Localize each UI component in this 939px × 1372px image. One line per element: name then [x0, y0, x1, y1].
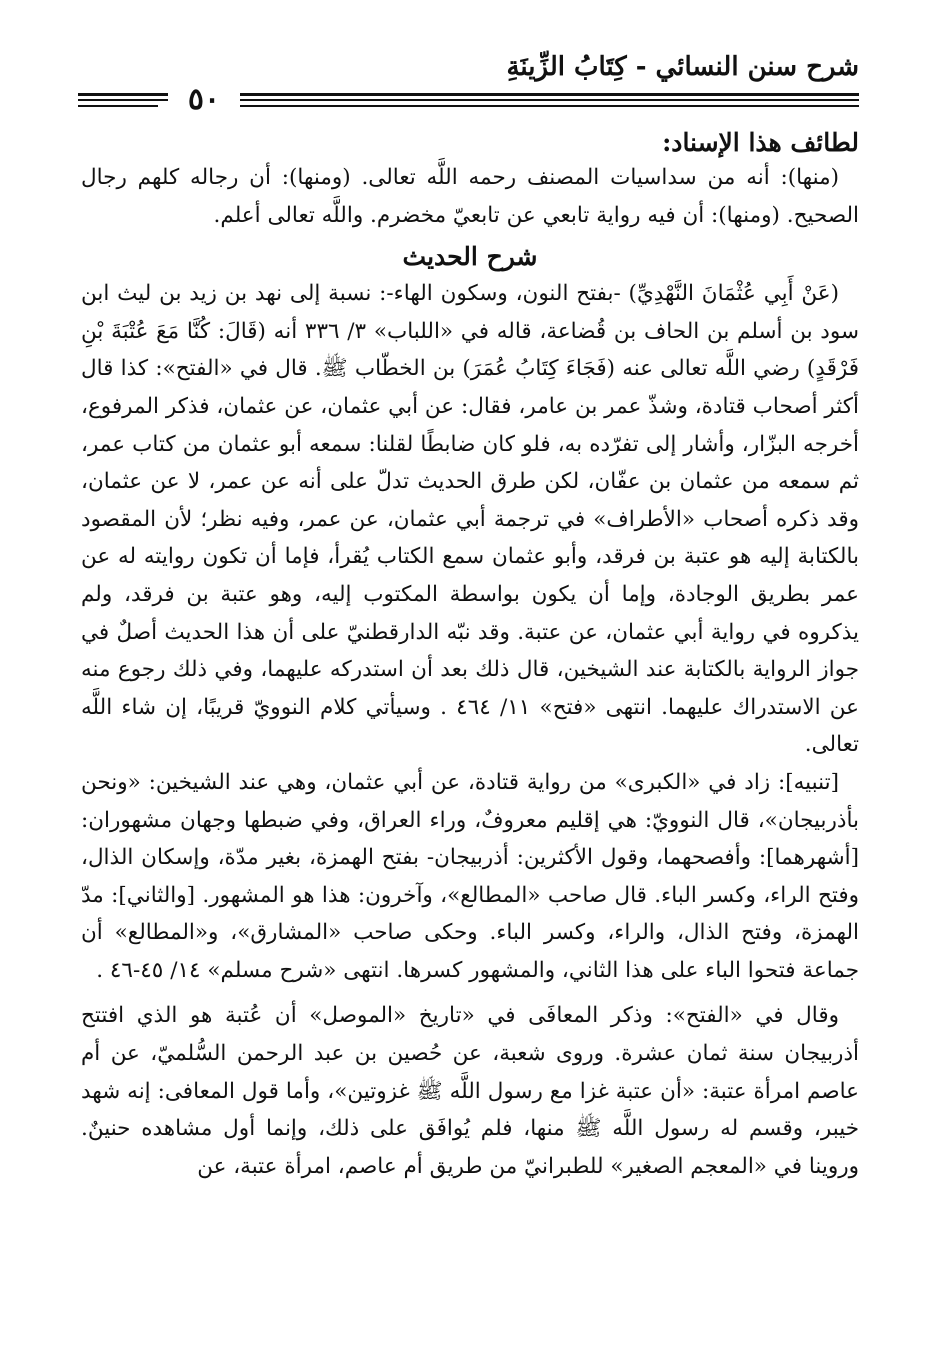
- paragraph-tanbih: [تنبيه]: زاد في «الكبرى» من رواية قتادة، عن أبي عثمان، وهي عند الشيخين: «ونحن بأذربيجان»، قال النوويّ: هي إقليم معروفٌ، وراء العراق، وفي ضبطها وجهان مشهوران: [أشهرهما]: وأفصحهما، وقول الأكثرين: أذربيجان- بفتح الهمزة، بغير مدّة، وإسكان الذال، وفتح الراء، وكسر الباء. قال صاحب «المطالع»، وآخرون: هذا هو المشهور. [والثاني]: مدّ الهمزة، وفتح الذال، والراء، وكسر الباء. وحكى صاحب «المشارق»، و«المطالع» أن جماعة فتحوا الباء على هذا الثاني، والمشهور كسرها. انتهى «شرح مسلم» ١٤/ ٤٥-٤٦ .: [81, 769, 859, 983]
- heading-sharh: شرح الحديث: [402, 242, 538, 272]
- header-rule-right-segment: [184, 105, 859, 107]
- header-rule-left-segment: [78, 105, 158, 107]
- heading-lataif: لطائف هذا الإسناد:: [662, 128, 859, 157]
- page-number: ٥٠: [168, 82, 240, 117]
- paragraph-lataif: (منها): أنه من سداسيات المصنف رحمه اللَّه تعالى. (ومنها): أن رجاله كلهم رجال الصحيح. (ومنها): أن فيه رواية تابعي عن تابعيّ مخضرم. واللَّه تعالى أعلم.: [81, 165, 859, 228]
- main-text: [81, 118, 859, 1185]
- paragraph-sharh-1: (عَنْ أَبِي عُثْمَانَ النَّهْدِيِّ) -بفتح النون، وسكون الهاء-: نسبة إلى نهد بن زيد بن ليث ابن سود بن أسلم بن الحاف بن قُضاعة، قاله في «اللباب» ٣/ ٣٣٦ أنه (قَالَ: كُنَّا مَعَ عُتْبَةَ بْنِ فَرْقَدٍ) رضي اللَّه تعالى عنه (فَجَاءَ كِتَابُ عُمَرَ) بن الخطّاب ﷺ. قال في «الفتح»: كذا قال أكثر أصحاب قتادة، وشذّ عمر بن عامر، فقال: عن أبي عثمان، عن عثمان، فذكر المرفوع، أخرجه البزّار، وأشار إلى تفرّده به، فلو كان ضابطًا لقلنا: سمعه أبو عثمان من كتاب عمر، ثم سمعه من عثمان بن عفّان، لكن طرق الحديث تدلّ على أنه عن عمر، لا عن عثمان، وقد ذكره أصحاب «الأطراف» في ترجمة أبي عثمان، عن عمر، وفيه نظر؛ لأن المقصود بالكتابة إليه هو عتبة بن فرقد، وأبو عثمان سمع الكتاب يُقرأ، فإما أن تكون روايته له عن عمر بطريق الوجادة، وإما أن يكون بواسطة المكتوب إليه، وهو عتبة بن فرقد، ولم يذكروه في رواية أبي عثمان، عن عتبة. وقد نبّه الدارقطنيّ على أن هذا الحديث أصلٌ في جواز الرواية بالكتابة عند الشيخين، قال ذلك بعد أن استدركه عليهما، وفي ذلك رجوع منه عن الاستدراك عليهما. انتهى «فتح» ١١/ ٤٦٤ . وسيأتي كلام النوويّ قريبًا، إن شاء اللَّه تعالى.: [81, 281, 859, 758]
- paragraph-fath: وقال في «الفتح»: وذكر المعافَى في «تاريخ «الموصل» أن عُتبة هو الذي افتتح أذربيجان سنة ثمان عشرة. وروى شعبة، عن حُصين بن عبد الرحمن السُّلميّ، عن أم عاصم امرأة عتبة: «أن عتبة غزا مع رسول اللَّه ﷺ غزوتين»، وأما قول المعافى: إنه شهد خيبر، وقسم له رسول اللَّه ﷺ منها، فلم يُوافَق على ذلك، وإنما أول مشاهده حنينٌ. وروينا في «المعجم الصغير» للطبرانيّ من طريق أم عاصم، امرأة عتبة، عن: [81, 1003, 859, 1179]
- running-header-title: شرح سنن النسائي - كِتَابُ الزِّينَةِ: [506, 52, 859, 82]
